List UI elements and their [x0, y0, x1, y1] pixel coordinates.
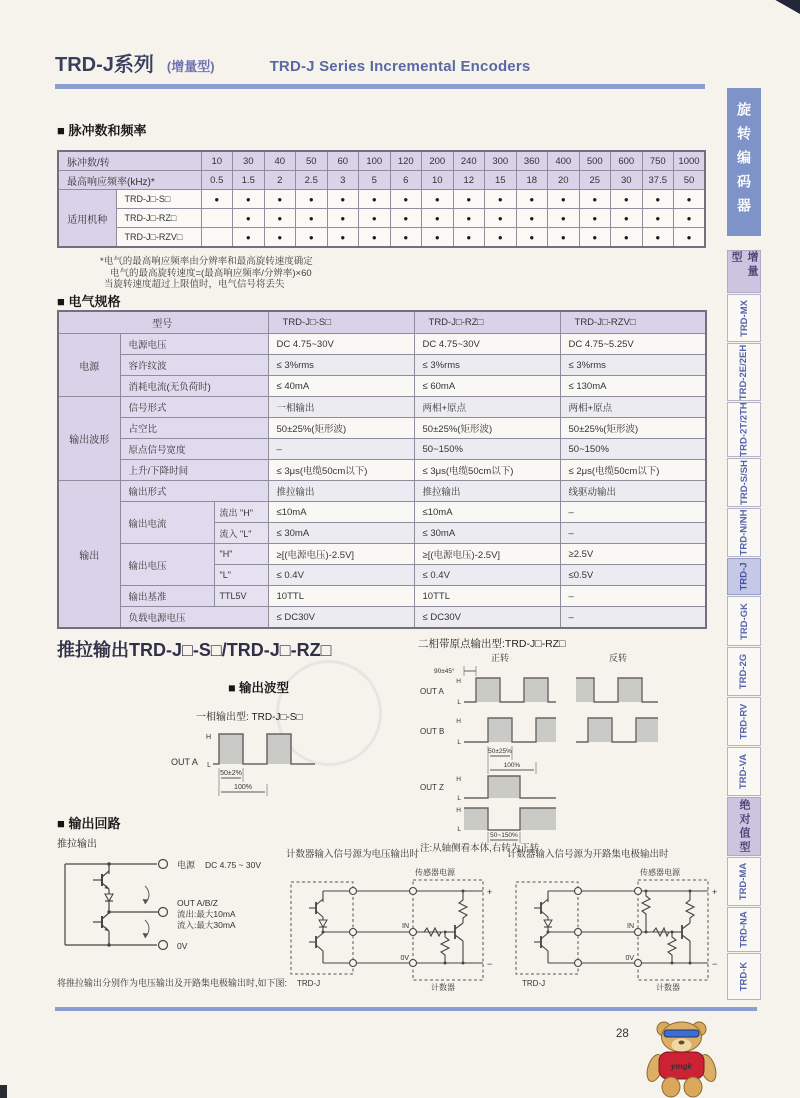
- sidebar-tab-trd-gk: [727, 596, 761, 646]
- model-row: [58, 228, 705, 248]
- spec-value: 50±25%(矩形波): [268, 418, 414, 439]
- availability-dot: ●: [453, 190, 485, 209]
- availability-dot: ●: [674, 190, 706, 209]
- availability-dot: ●: [579, 228, 611, 248]
- spec-value: ≤ 0.4V: [268, 565, 414, 586]
- footnote-line: 当旋转速度超过上限值时，电气信号将丢失: [104, 279, 285, 290]
- pulse-frequency-table: [57, 150, 706, 248]
- availability-dot: ●: [327, 209, 359, 228]
- cw-label: 正转: [490, 653, 510, 663]
- power-value: DC 4.75 ~ 30V: [205, 860, 261, 870]
- period-annotation: 100%: [503, 762, 521, 769]
- spec-value: 50~150%: [560, 439, 706, 460]
- l-label: L: [457, 699, 461, 706]
- spec-value: 线驱动输出: [560, 481, 706, 502]
- sensor-power-label: 传感器电源: [640, 868, 680, 877]
- spec-value: 50~150%: [414, 439, 560, 460]
- h-label: H: [456, 678, 461, 685]
- sidebar-tab-rotary-encoder: [727, 88, 761, 236]
- spec-value: DC 4.75~30V: [268, 334, 414, 355]
- availability-dot: ●: [548, 228, 580, 248]
- sidebar-tab-label: TRD-GK: [738, 602, 750, 640]
- electrical-spec-table: [57, 310, 707, 629]
- freq-value: 6: [390, 171, 422, 190]
- pulse-value: 360: [516, 151, 548, 171]
- pulse-value: 400: [548, 151, 580, 171]
- sidebar-tab-absolute: [727, 797, 761, 856]
- spec-sublabel: 流入 "L": [214, 523, 268, 544]
- availability-dot: ●: [453, 228, 485, 248]
- pulse-value: 50: [296, 151, 328, 171]
- sidebar-tab-label: TRD-2E/2EH: [738, 344, 750, 400]
- footnote-line: 电气的最高旋转速度=(最高响应频率/分辨率)×60: [110, 267, 312, 279]
- availability-dot: ●: [611, 228, 643, 248]
- spec-label: 负载电源电压: [120, 607, 268, 629]
- spec-label: 电源电压: [120, 334, 268, 355]
- freq-value: 18: [516, 171, 548, 190]
- pulse-value: 100: [359, 151, 391, 171]
- spec-value: ≤ 60mA: [414, 376, 560, 397]
- spec-value: ≤ 3%rms: [414, 355, 560, 376]
- footer-rule: [55, 1007, 757, 1011]
- availability-dot: ●: [390, 209, 422, 228]
- in-label: IN: [627, 923, 634, 930]
- model-col-header: TRD-J□-RZ□: [414, 311, 560, 334]
- pushpull-title: 推拉输出TRD-J□-S□/TRD-J□-RZ□: [57, 640, 332, 660]
- voltage-circuit-title: 计数器输入信号源为电压输出时: [286, 849, 420, 860]
- spec-value: –: [560, 502, 706, 523]
- page-header: [55, 48, 715, 77]
- zero-volt-label: 0V: [400, 955, 409, 962]
- phase-annotation: 90±45°: [434, 668, 455, 675]
- two-phase-label: 二相带原点输出型:TRD-J□-RZ□: [418, 638, 566, 650]
- spec-label: 输出电流: [120, 502, 214, 544]
- mascot-text: ymgk: [671, 1062, 692, 1071]
- spec-value: –: [560, 523, 706, 544]
- circuit-section-title: ■ 输出回路: [57, 816, 121, 831]
- sidebar-tab-incremental: [727, 250, 761, 293]
- pulse-value: 200: [422, 151, 454, 171]
- spec-label: 占空比: [120, 418, 268, 439]
- sidebar-tab-label: TRD-VA: [738, 753, 750, 790]
- pulse-count-row: [58, 151, 705, 171]
- spec-value: ≤ 40mA: [268, 376, 414, 397]
- availability-dot: ●: [233, 190, 265, 209]
- spec-value: ≤ 0.4V: [414, 565, 560, 586]
- availability-dot: ●: [264, 190, 296, 209]
- spec-value: ≤ 3%rms: [560, 355, 706, 376]
- availability-dot: ●: [359, 228, 391, 248]
- availability-dot: ●: [422, 209, 454, 228]
- pulse-value: 120: [390, 151, 422, 171]
- sidebar-tab-trd-n-nh: [727, 508, 761, 557]
- spec-label: 上升/下降时间: [120, 460, 268, 481]
- spec-value: ≤ 3μs(电缆50cm以下): [414, 460, 560, 481]
- sidebar-tab-label: TRD-MA: [738, 862, 750, 901]
- freq-value: 15: [485, 171, 517, 190]
- trdj-label: TRD-J: [522, 979, 546, 988]
- spec-value: ≤ DC30V: [268, 607, 414, 629]
- availability-dot: ●: [485, 190, 517, 209]
- scan-corner-artifact-bottom: [0, 1085, 7, 1098]
- out-abz-label: OUT A/B/Z: [177, 898, 218, 908]
- availability-dot: ●: [548, 190, 580, 209]
- availability-dot: ●: [485, 209, 517, 228]
- sidebar-tab-label: 旋转编码器: [736, 102, 752, 222]
- availability-dot: ●: [296, 209, 328, 228]
- rotation-note: 注:从轴侧看本体,右转为正转: [420, 843, 540, 854]
- availability-dot: ●: [642, 228, 674, 248]
- model-row: [58, 209, 705, 228]
- freq-value: 12: [453, 171, 485, 190]
- freq-value: 0.5: [201, 171, 233, 190]
- availability-dot: ●: [579, 190, 611, 209]
- max-frequency-label: 最高响应频率(kHz)*: [58, 171, 201, 190]
- spec-value: –: [268, 439, 414, 460]
- spec-sublabel: TTL5V: [214, 586, 268, 607]
- availability-dot: ●: [201, 190, 233, 209]
- sidebar-tab-label: TRD-2G: [738, 653, 750, 690]
- spec-label: 原点信号宽度: [120, 439, 268, 460]
- sidebar-tab-trd-ma: [727, 857, 761, 906]
- spec-row: [58, 439, 706, 460]
- spec-sublabel: "L": [214, 565, 268, 586]
- spec-value: 两相+原点: [414, 397, 560, 418]
- output-wave-title: ■ 输出波型: [228, 681, 290, 695]
- spec-value: ≥[(电源电压)-2.5V]: [268, 544, 414, 565]
- pulse-value: 240: [453, 151, 485, 171]
- group-output-wave: 输出波形: [58, 397, 120, 481]
- l-label: L: [457, 795, 461, 802]
- spec-value: DC 4.75~30V: [414, 334, 560, 355]
- counter-label: 计数器: [431, 983, 455, 992]
- model-col-header: TRD-J□-S□: [268, 311, 414, 334]
- pulse-value: 750: [642, 151, 674, 171]
- h-label: H: [456, 776, 461, 783]
- spec-value: 50±25%(矩形波): [560, 418, 706, 439]
- out-a-label: OUT A: [420, 687, 444, 696]
- spec-value: ≤ 3%rms: [268, 355, 414, 376]
- availability-dot: ●: [327, 228, 359, 248]
- group-output: 输出: [58, 481, 120, 629]
- out-source-label: 流出:最大10mA: [177, 909, 236, 919]
- spec-row: [58, 544, 706, 565]
- pulse-value: 500: [579, 151, 611, 171]
- ccw-label: 反转: [608, 653, 628, 663]
- spec-sublabel: 流出 "H": [214, 502, 268, 523]
- availability-dot: ●: [264, 209, 296, 228]
- availability-dot: ●: [296, 228, 328, 248]
- series-title-en: TRD-J Series Incremental Encoders: [269, 58, 531, 75]
- sidebar-tab-label: 绝对值型: [738, 798, 750, 855]
- l-label: L: [457, 739, 461, 746]
- sidebar-tab-label: TRD-MX: [738, 299, 750, 337]
- circuit-bottom-note: 将推拉输出分别作为电压输出及开路集电极输出时,如下图:: [57, 978, 288, 988]
- spec-row: [58, 460, 706, 481]
- model-name: TRD-J□-RZV□: [116, 228, 201, 248]
- spec-value: ≤ 30mA: [268, 523, 414, 544]
- availability-dot: ●: [642, 209, 674, 228]
- availability-dot: ●: [674, 228, 706, 248]
- spec-value: ≤ 2μs(电缆50cm以下): [560, 460, 706, 481]
- spec-value: –: [560, 586, 706, 607]
- spec-row: [58, 607, 706, 629]
- availability-dot: ●: [579, 209, 611, 228]
- availability-dot: ●: [422, 228, 454, 248]
- voltage-input-circuit-diagram: [283, 862, 495, 992]
- duty-annotation: 50±25%: [488, 748, 512, 755]
- spec-label: 容许纹波: [120, 355, 268, 376]
- page-number: 28: [616, 1028, 629, 1040]
- spec-label: 输出电压: [120, 544, 214, 586]
- zero-volt-label: 0V: [625, 955, 634, 962]
- spec-value: ≤ 30mA: [414, 523, 560, 544]
- sidebar-tab-label: TRD-NA: [738, 911, 750, 948]
- pulse-value: 30: [233, 151, 265, 171]
- minus-mark: −: [712, 959, 718, 969]
- freq-value: 20: [548, 171, 580, 190]
- minus-mark: −: [487, 959, 493, 969]
- availability-dot: ●: [327, 190, 359, 209]
- freq-value: 2.5: [296, 171, 328, 190]
- availability-dot: ●: [548, 209, 580, 228]
- series-type-label: (增量型): [166, 59, 215, 74]
- freq-value: 37.5: [642, 171, 674, 190]
- spec-row: [58, 397, 706, 418]
- z-width-annotation: 50~150%: [490, 832, 518, 839]
- open-collector-circuit-diagram: [508, 862, 720, 992]
- sidebar-tab-label: TRD-S/SH: [738, 460, 750, 505]
- freq-value: 3: [327, 171, 359, 190]
- plus-mark: +: [487, 887, 493, 897]
- l-label: L: [207, 762, 211, 769]
- spec-value: ≤ 3μs(电缆50cm以下): [268, 460, 414, 481]
- availability-dot: [201, 209, 233, 228]
- availability-dot: ●: [516, 209, 548, 228]
- spec-row: [58, 481, 706, 502]
- group-power: 电源: [58, 334, 120, 397]
- pulse-value: 300: [485, 151, 517, 171]
- out-b-label: OUT B: [420, 727, 445, 736]
- model-name: TRD-J□-S□: [116, 190, 201, 209]
- sidebar-tab-label: TRD-N/NH: [738, 509, 750, 556]
- trdj-label: TRD-J: [297, 979, 321, 988]
- counter-label: 计数器: [656, 983, 680, 992]
- spec-value: 推拉输出: [268, 481, 414, 502]
- model-row: [58, 190, 705, 209]
- availability-dot: ●: [642, 190, 674, 209]
- spec-row: [58, 376, 706, 397]
- availability-dot: ●: [390, 190, 422, 209]
- freq-value: 30: [611, 171, 643, 190]
- spec-value: ≥[(电源电压)-2.5V]: [414, 544, 560, 565]
- spec-label: 输出形式: [120, 481, 268, 502]
- sidebar-tab-label: TRD-2T/2TH: [738, 402, 750, 457]
- zero-volt-label: 0V: [177, 941, 188, 951]
- duty-annotation: 50±2%: [220, 770, 242, 777]
- availability-dot: ●: [453, 209, 485, 228]
- availability-dot: ●: [233, 228, 265, 248]
- spec-label: 消耗电流(无负荷时): [120, 376, 268, 397]
- elec-section-title: ■ 电气规格: [57, 294, 121, 309]
- freq-value: 2: [264, 171, 296, 190]
- freq-value: 50: [674, 171, 706, 190]
- spec-value: DC 4.75~5.25V: [560, 334, 706, 355]
- spec-header-row: [58, 311, 706, 334]
- freq-value: 1.5: [233, 171, 265, 190]
- sidebar-tab-label: TRD-RV: [738, 703, 750, 740]
- pulse-value: 600: [611, 151, 643, 171]
- scan-corner-artifact: [770, 0, 800, 14]
- spec-row: [58, 418, 706, 439]
- mascot-bear-logo: [643, 1016, 721, 1098]
- availability-dot: ●: [485, 228, 517, 248]
- pushpull-circuit-diagram: [57, 850, 272, 978]
- spec-value: 10TTL: [414, 586, 560, 607]
- availability-dot: ●: [390, 228, 422, 248]
- availability-dot: ●: [264, 228, 296, 248]
- availability-dot: ●: [611, 190, 643, 209]
- model-header-label: 型号: [58, 311, 268, 334]
- model-name: TRD-J□-RZ□: [116, 209, 201, 228]
- freq-value: 5: [359, 171, 391, 190]
- spec-value: –: [560, 607, 706, 629]
- spec-value: 一相输出: [268, 397, 414, 418]
- availability-dot: ●: [359, 190, 391, 209]
- sidebar-tab-trd-s-sh: [727, 458, 761, 507]
- period-annotation: 100%: [234, 784, 252, 791]
- spec-value: ≤ 130mA: [560, 376, 706, 397]
- spec-row: [58, 355, 706, 376]
- sidebar-tab-trd-2t-2th: [727, 402, 761, 457]
- availability-dot: ●: [674, 209, 706, 228]
- spec-value: 10TTL: [268, 586, 414, 607]
- sidebar-tab-label: TRD-K: [738, 961, 750, 992]
- pulse-value: 60: [327, 151, 359, 171]
- in-label: IN: [402, 923, 409, 930]
- freq-value: 10: [422, 171, 454, 190]
- h-label: H: [456, 718, 461, 725]
- max-frequency-row: [58, 171, 705, 190]
- sidebar-tab-trd-k: [727, 953, 761, 1000]
- series-title-cn: TRD-J系列: [55, 54, 154, 76]
- freq-value: 25: [579, 171, 611, 190]
- spec-label: 信号形式: [120, 397, 268, 418]
- sidebar-tab-label: TRD-J: [738, 562, 750, 591]
- availability-dot: ●: [516, 190, 548, 209]
- sidebar-tab-trd-mx: [727, 294, 761, 342]
- sidebar-tab-trd-na: [727, 907, 761, 952]
- availability-dot: ●: [516, 228, 548, 248]
- one-phase-label: 一相输出型: TRD-J□-S□: [196, 712, 303, 723]
- plus-mark: +: [712, 887, 718, 897]
- spec-value: ≤ DC30V: [414, 607, 560, 629]
- applicable-models-label: 适用机种: [58, 190, 116, 248]
- sidebar-tab-trd-va: [727, 747, 761, 796]
- footnote-line: *电气的最高响应频率由分辨率和最高旋转速度确定: [100, 256, 313, 267]
- spec-row: [58, 586, 706, 607]
- pulse-count-label: 脉冲数/转: [58, 151, 201, 171]
- sidebar-tab-trd-2e-2eh: [727, 343, 761, 401]
- spec-value: 两相+原点: [560, 397, 706, 418]
- availability-dot: ●: [422, 190, 454, 209]
- availability-dot: ●: [359, 209, 391, 228]
- pulse-value: 10: [201, 151, 233, 171]
- sidebar-tab-trd-2g: [727, 647, 761, 696]
- out-z-label: OUT Z: [420, 783, 444, 792]
- one-phase-waveform-diagram: [165, 722, 350, 806]
- spec-value: 推拉输出: [414, 481, 560, 502]
- spec-value: ≤10mA: [268, 502, 414, 523]
- availability-dot: ●: [611, 209, 643, 228]
- out-a-label: OUT A: [171, 757, 198, 767]
- sidebar-tab-label: 增量型: [730, 251, 758, 279]
- out-sink-label: 流入:最大30mA: [177, 920, 236, 930]
- header-rule: [55, 84, 705, 89]
- pulse-value: 1000: [674, 151, 706, 171]
- spec-value: ≤0.5V: [560, 565, 706, 586]
- power-label: 电源: [177, 860, 196, 870]
- availability-dot: [201, 228, 233, 248]
- h-label: H: [456, 807, 461, 814]
- l-label: L: [457, 826, 461, 833]
- model-col-header: TRD-J□-RZV□: [560, 311, 706, 334]
- pushpull-subtitle: 推拉输出: [57, 839, 97, 850]
- sensor-power-label: 传感器电源: [415, 868, 455, 877]
- availability-dot: ●: [233, 209, 265, 228]
- open-collector-circuit-title: 计数器输入信号源为开路集电极输出时: [507, 849, 669, 860]
- pulse-value: 40: [264, 151, 296, 171]
- spec-value: 50±25%(矩形波): [414, 418, 560, 439]
- sidebar-tab-trd-j: [727, 558, 761, 595]
- sidebar-tab-trd-rv: [727, 697, 761, 746]
- pulse-footnotes: [100, 256, 313, 291]
- spec-value: ≤10mA: [414, 502, 560, 523]
- spec-row: [58, 502, 706, 523]
- h-label: H: [205, 734, 211, 741]
- spec-sublabel: "H": [214, 544, 268, 565]
- two-phase-waveform-diagram: [418, 650, 703, 845]
- pulse-section-title: ■ 脉冲数和频率: [57, 123, 147, 138]
- spec-value: ≥2.5V: [560, 544, 706, 565]
- availability-dot: ●: [296, 190, 328, 209]
- spec-label: 输出基准: [120, 586, 214, 607]
- spec-row: [58, 334, 706, 355]
